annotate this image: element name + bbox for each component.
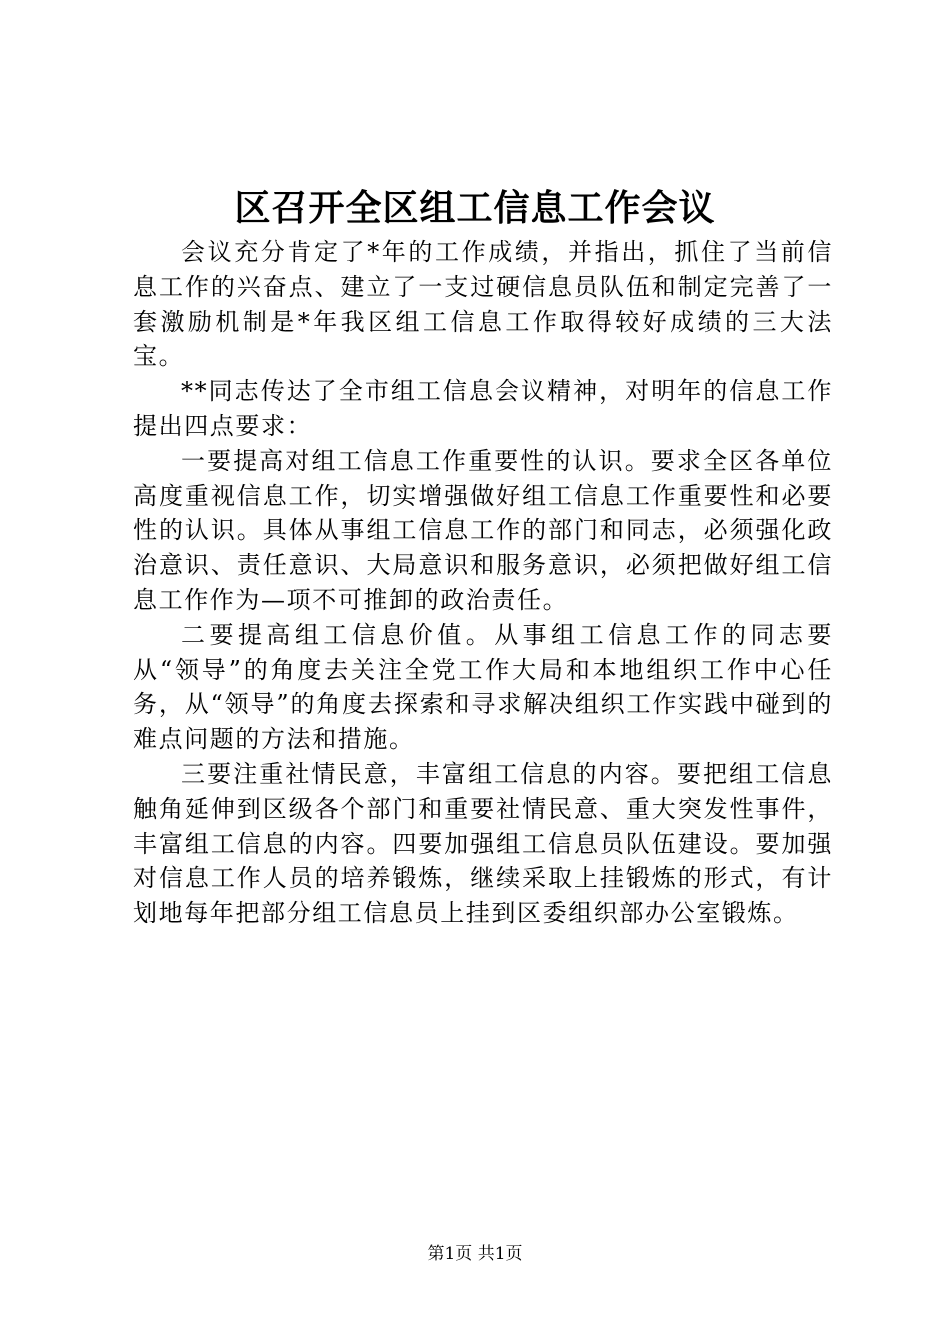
- paragraph-3: 一要提高对组工信息工作重要性的认识。要求全区各单位高度重视信息工作，切实增强做好组工信息工作重要性和必要性的认识。具体从事组工信息工作的部门和同志，必须强化政治意识、责任意识、大局意识和服务意识，必须把做好组工信息工作作为—项不可推卸的政治责任。: [133, 446, 833, 614]
- paragraph-4: 二要提高组工信息价值。从事组工信息工作的同志要从“领导”的角度去关注全党工作大局和本地组织工作中心任务，从“领导”的角度去探索和寻求解决组织工作实践中碰到的难点问题的方法和措施。: [133, 620, 833, 754]
- document-body: [133, 235, 833, 931]
- paragraph-5: 三要注重社情民意，丰富组工信息的内容。要把组工信息触角延伸到区级各个部门和重要社情民意、重大突发性事件，丰富组工信息的内容。四要加强组工信息员队伍建设。要加强对信息工作人员的培养锻炼，继续采取上挂锻炼的形式，有计划地每年把部分组工信息员上挂到区委组织部办公室锻炼。: [133, 759, 833, 928]
- paragraph-1: 会议充分肯定了*年的工作成绩，并指出，抓住了当前信息工作的兴奋点、建立了一支过硬信息员队伍和制定完善了一套激励机制是*年我区组工信息工作取得较好成绩的三大法宝。: [133, 238, 833, 371]
- document-title: 区召开全区组工信息工作会议: [234, 187, 716, 229]
- page-footer: 第1页 共1页: [427, 1244, 523, 1264]
- paragraph-2: **同志传达了全市组工信息会议精神，对明年的信息工作提出四点要求：: [133, 377, 833, 440]
